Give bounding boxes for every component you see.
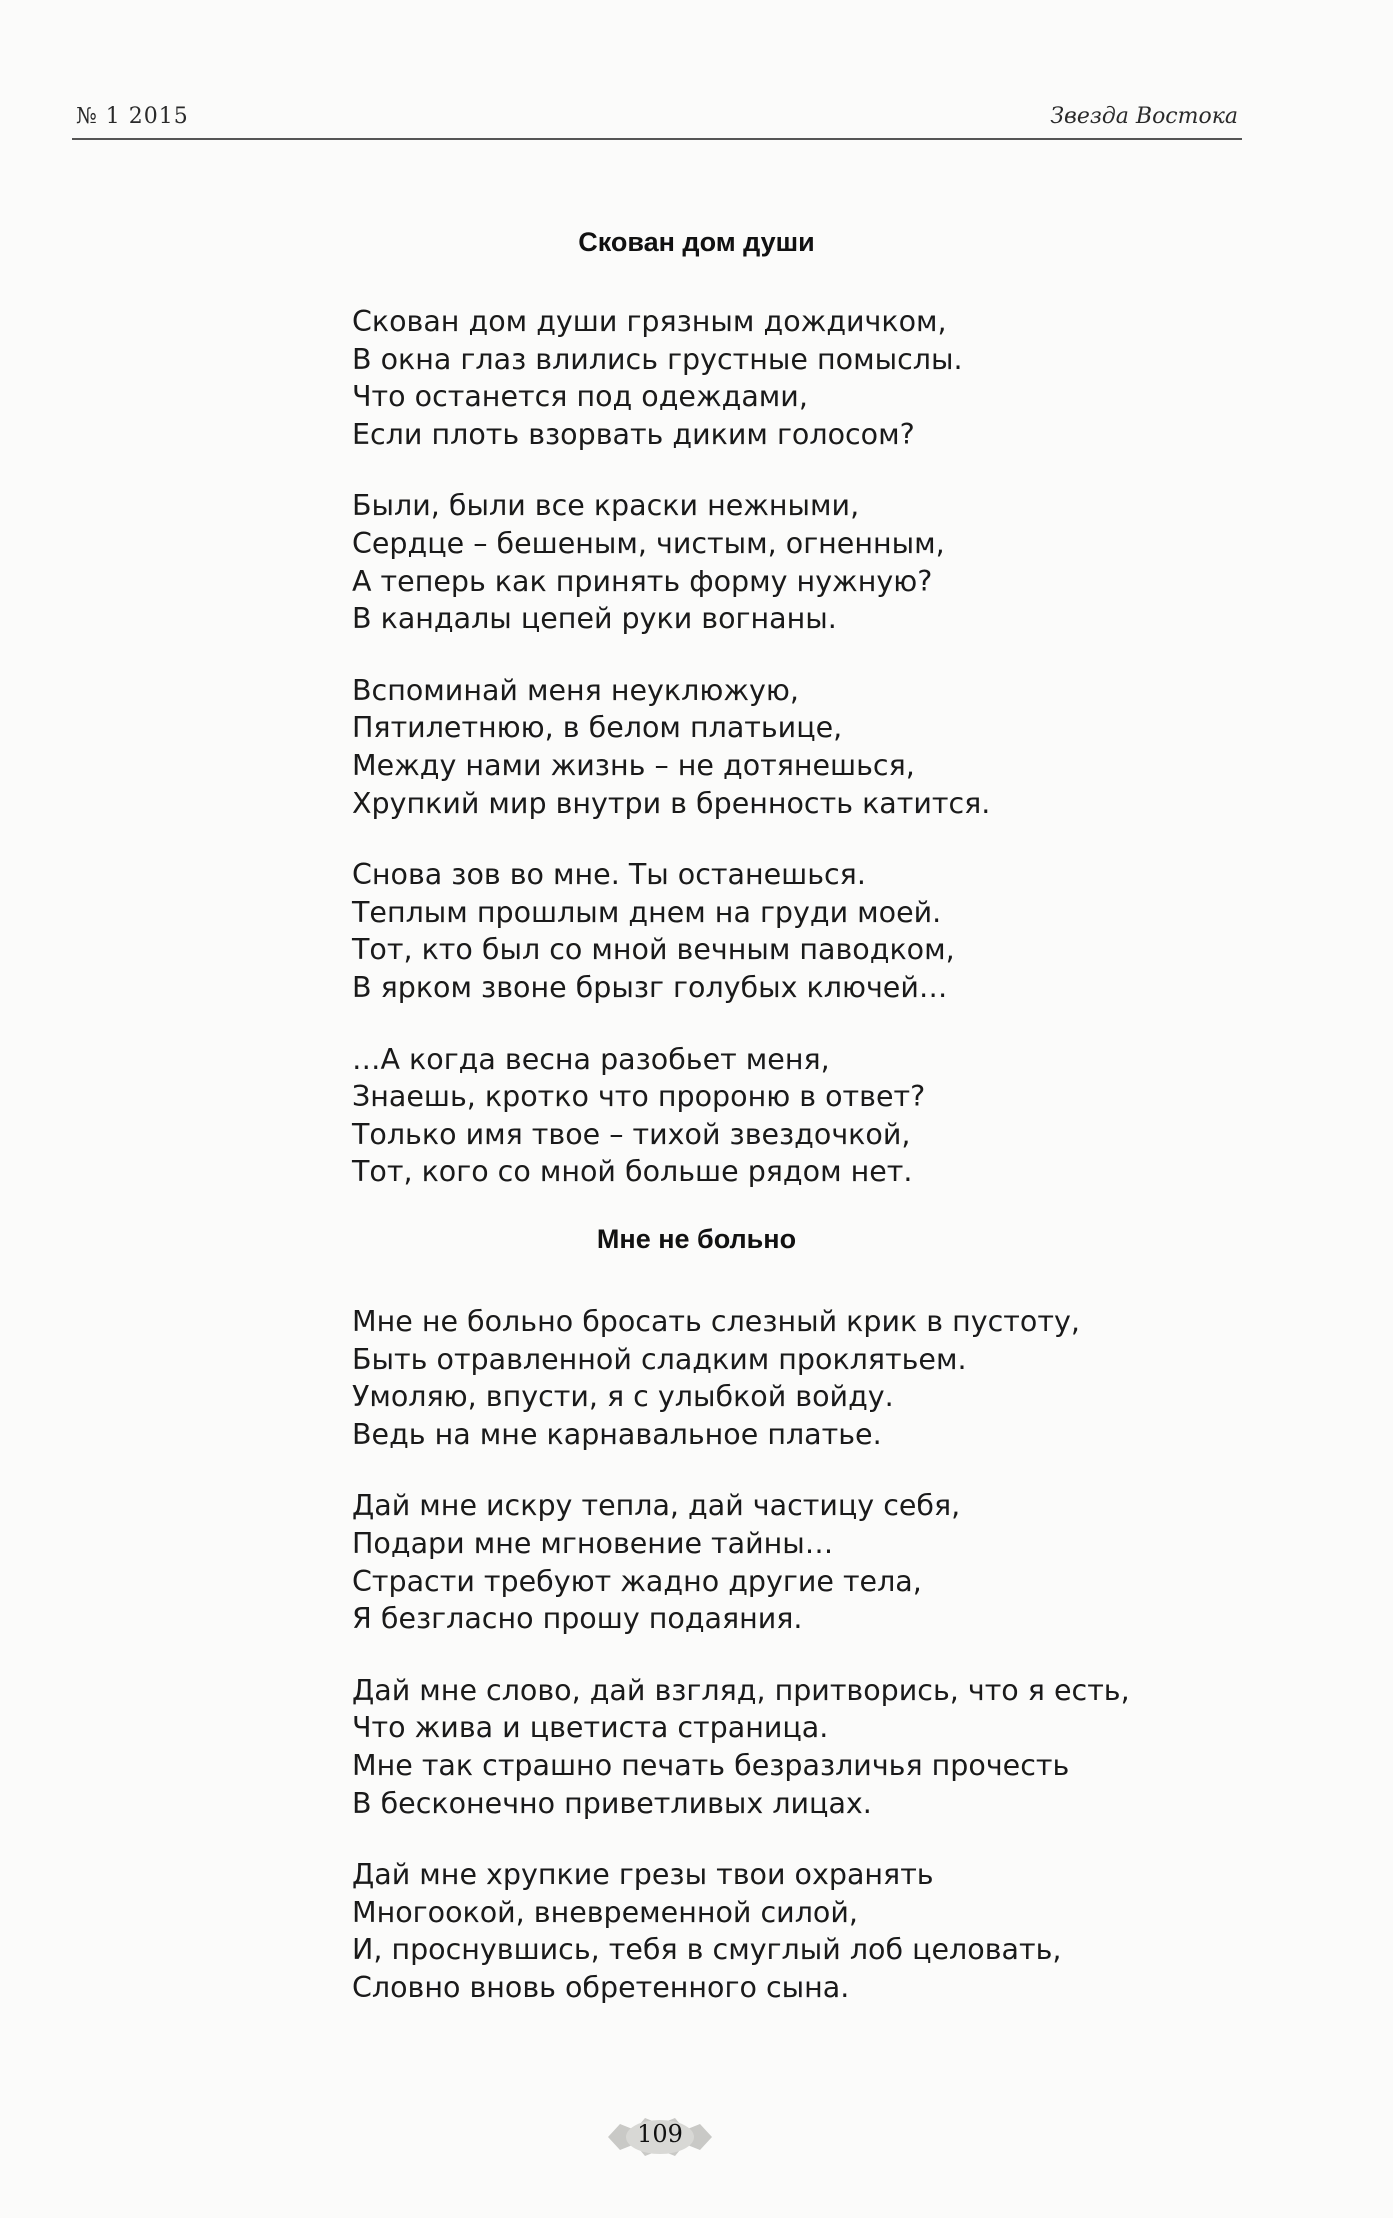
poem-line: Тот, кого со мной больше рядом нет.	[352, 1155, 913, 1189]
poem-line: Мне не больно бросать слезный крик в пустоту,	[352, 1305, 1080, 1338]
stanza	[352, 1303, 1252, 1453]
running-header	[72, 100, 1242, 140]
stanza	[352, 1041, 1252, 1191]
poem-line: В окна глаз влились грустные помыслы.	[352, 342, 963, 376]
poem-line: Сердце – бешеным, чистым, огненным,	[352, 526, 945, 560]
poem-line: Что останется под одеждами,	[352, 380, 808, 414]
poem-line: И, проснувшись, тебя в смуглый лоб целовать,	[352, 1933, 1062, 1967]
poem-line: …А когда весна разобьет меня,	[352, 1042, 830, 1076]
poem-line: Дай мне хрупкие грезы твои охранять	[352, 1858, 934, 1892]
stanza	[352, 672, 1252, 822]
poem-line: Были, были все краски нежными,	[352, 489, 860, 523]
poem-title: Скован дом души	[578, 227, 815, 257]
poem-line: Умоляю, впусти, я с улыбкой войду.	[352, 1380, 894, 1414]
poem-line: Я безгласно прошу подаяния.	[352, 1602, 803, 1636]
poem-body	[352, 303, 1252, 1225]
page-number: 109	[637, 2120, 683, 2148]
poem-body	[352, 1303, 1252, 2041]
poem-line: В ярком звоне брызг голубых ключей…	[352, 970, 948, 1004]
poem-line: Вспоминай меня неуклюжую,	[352, 673, 799, 707]
poem-title: Мне не больно	[596, 1224, 797, 1254]
poem-line: Скован дом души грязным дождичком,	[352, 305, 947, 338]
poem-line: Ведь на мне карнавальное платье.	[352, 1417, 882, 1451]
poem-line: Дай мне слово, дай взгляд, притворись, что я есть,	[352, 1673, 1130, 1707]
poem-line: Страсти требуют жадно другие тела,	[352, 1564, 922, 1598]
poem-line: Подари мне мгновение тайны…	[352, 1526, 834, 1560]
poem-line: А теперь как принять форму нужную?	[352, 564, 933, 598]
poem-line: Что жива и цветиста страница.	[352, 1711, 829, 1745]
poem-line: Многоокой, вневременной силой,	[352, 1895, 858, 1929]
poem-line: Пятилетнюю, в белом платьице,	[352, 711, 843, 745]
poem-line: Тот, кто был со мной вечным паводком,	[352, 933, 955, 967]
stanza	[352, 1672, 1252, 1822]
stanza	[352, 303, 1252, 453]
stanza	[352, 1856, 1252, 2006]
poem-line: Мне так страшно печать безразличья прочесть	[352, 1748, 1070, 1782]
stanza	[352, 487, 1252, 637]
poem-line: Снова зов во мне. Ты останешься.	[352, 858, 866, 892]
poem-line: В бесконечно приветливых лицах.	[352, 1786, 872, 1820]
poem-line: Только имя твое – тихой звездочкой,	[352, 1117, 911, 1151]
poem-line: Знаешь, кротко что пророню в ответ?	[352, 1080, 926, 1114]
journal-title: Звезда Востока	[1050, 104, 1238, 129]
poem-line: В кандалы цепей руки вогнаны.	[352, 602, 837, 636]
stanza	[352, 856, 1252, 1006]
page-number-badge	[600, 2112, 720, 2162]
stanza	[352, 1487, 1252, 1637]
poem-line: Между нами жизнь – не дотянешься,	[352, 748, 915, 782]
poem-line: Теплым прошлым днем на груди моей.	[352, 895, 942, 929]
issue-number: № 1 2015	[76, 104, 189, 129]
poem-line: Дай мне искру тепла, дай частицу себя,	[352, 1489, 961, 1523]
poem-line: Хрупкий мир внутри в бренность катится.	[352, 786, 991, 820]
poem-line: Быть отравленной сладким проклятьем.	[352, 1342, 967, 1376]
poem-line: Словно вновь обретенного сына.	[352, 1970, 850, 2004]
poem-line: Если плоть взорвать диким голосом?	[352, 417, 915, 451]
